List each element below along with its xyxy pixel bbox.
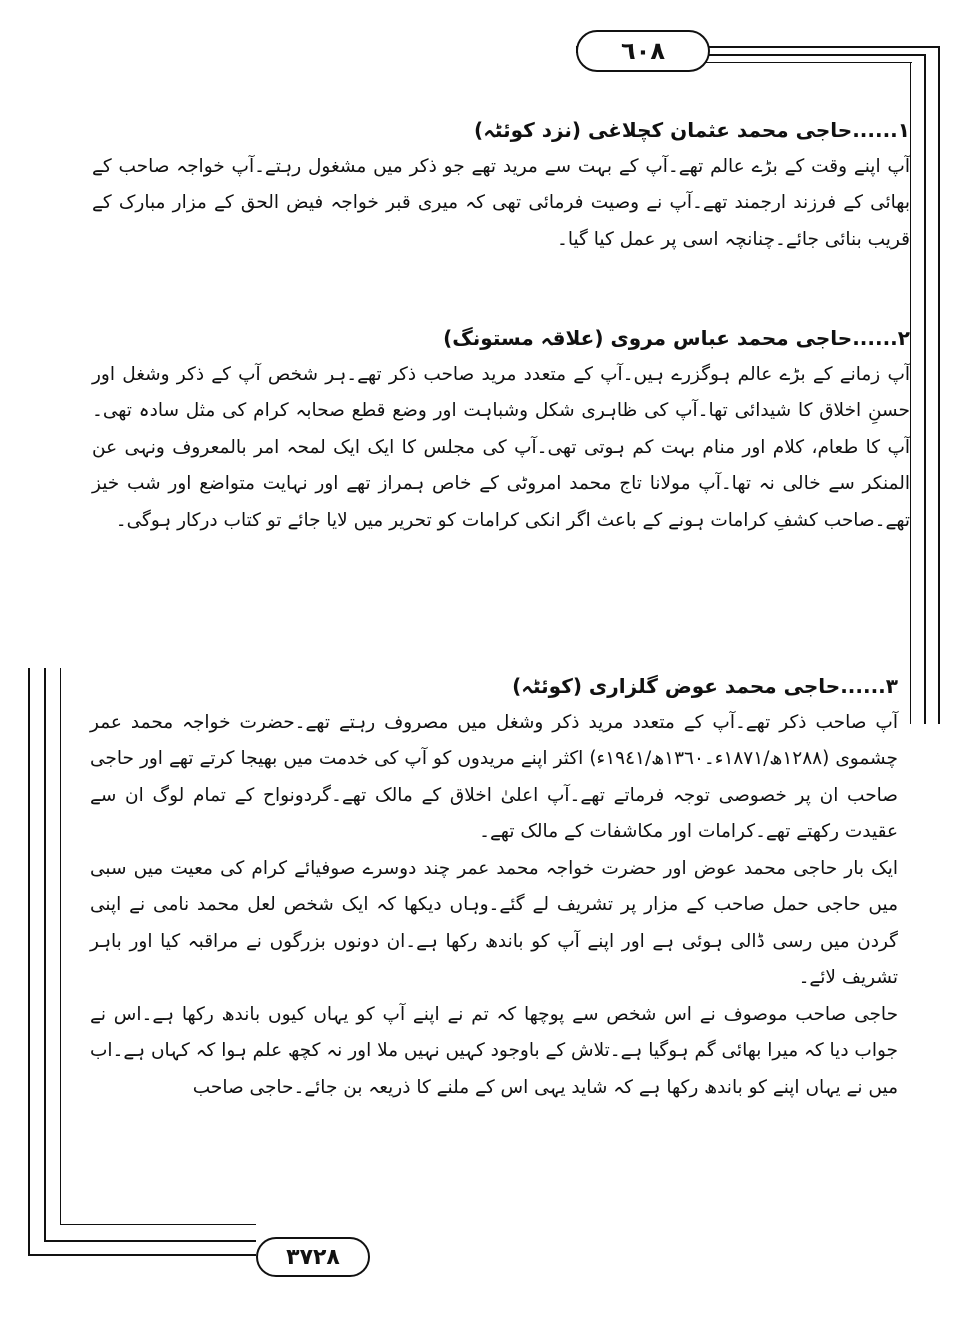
page-number: ٦٠٨ [576,30,710,72]
section-2-paragraph-1: آپ زمانے کے بڑے عالم ہوگزرے ہیں۔آپ کے متعدد مرید صاحب ذکر تھے۔ہر شخص آپ کے ذکر وشغل اور حسنِ اخلاق کا شیدائی تھا۔آپ کی ظاہری شکل وشباہت اور وضع قطع صحابہ کرام کی مثل سادہ تھی۔آپ کا طعام، کلام اور منام بہت کم ہوتی تھی۔آپ کی مجلس کا ایک ایک لمحہ امر بالمعروف ونہی عن المنکر سے خالی نہ تھا۔آپ مولانا تاج محمد امروٹی کے خاص ہمراز تھے اور نہایت متواضع اور شب خیز تھے۔صاحب کشفِ کرامات ہونے کے باعث اگر انکی کرامات کو تحریر میں لایا جائے تو کتاب درکار ہوگی۔ [92,363,910,531]
section-3-paragraph-1: آپ صاحب ذکر تھے۔آپ کے متعدد مرید ذکر وشغل میں مصروف رہتے تھے۔حضرت خواجہ محمد عمر چشموی (١٢٨٨ھ/١٨٧١ء۔١٣٦٠ھ/١٩٤١ء) اکثر اپنے مریدوں کو آپ کی خدمت میں بھیجا کرتے تھے اور حاجی صاحب ان پر خصوصی توجہ فرماتے تھے۔آپ اعلیٰ اخلاق کے مالک تھے۔گردونواح کے تمام لوگ ان سے عقیدت رکھتے تھے۔کرامات اور مکاشفات کے مالک تھے۔ [90,711,898,842]
section-3-paragraph-3: حاجی صاحب موصوف نے اس شخص سے پوچھا کہ تم نے اپنے آپ کو یہاں کیوں باندھ رکھا ہے۔اس نے جواب دیا کہ میرا بھائی گم ہوگیا ہے۔تلاش کے باوجود کہیں نہیں ملا اور نہ کچھ علم ہوا کہ کہاں ہے۔اب میں نے یہاں اپنے کو باندھ رکھا ہے کہ شاید یہی اس کے ملنے کا ذریعہ بن جائے۔حاجی صاحب [90,1003,898,1098]
right-frame-line-outer [938,46,940,724]
section-3 [90,668,898,1106]
right-frame-line-mid [924,54,926,724]
left-frame-line-mid [44,668,46,1240]
left-frame-line-inner [60,668,61,1224]
section-1 [92,112,910,258]
bottom-frame-line-outer [28,1254,256,1256]
section-2 [92,320,910,539]
bottom-frame-line-mid [44,1240,256,1242]
volume-page-number: ٣٧٢٨ [256,1237,370,1277]
left-frame-line-outer [28,668,30,1254]
bottom-frame-line-inner [60,1224,256,1225]
section-3-paragraph-2: ایک بار حاجی محمد عوض اور حضرت خواجہ محمد عمر چند دوسرے صوفیائے کرام کی معیت میں سبی میں حاجی حمل صاحب کے مزار پر تشریف لے گئے۔وہاں دیکھا کہ ایک شخص لعل محمد نامی نے اپنی گردن میں رسی ڈالی ہوئی ہے اور اپنے آپ کو باندھ رکھا ہے۔ان دونوں بزرگوں نے مراقبہ کیا اور باہر تشریف لائے۔ [90,857,898,988]
section-2-heading: ٢......حاجی محمد عباس مروی (علاقہ مستونگ) [443,326,910,350]
top-frame-line-inner [706,54,926,56]
right-frame-line-inner [910,62,911,724]
top-frame-line-inner-2 [706,62,912,63]
section-1-heading: ١......حاجی محمد عثمان کچلاغی (نزد کوئٹہ) [474,118,910,142]
section-3-heading: ٣......حاجی محمد عوض گلزاری (کوئٹہ) [512,674,898,698]
section-1-paragraph-1: آپ اپنے وقت کے بڑے عالم تھے۔آپ کے بہت سے مرید تھے جو ذکر میں مشغول رہتے۔آپ خواجہ صاحب کے بھائی کے فرزند ارجمند تھے۔آپ نے وصیت فرمائی تھی کہ میری قبر خواجہ فیض الحق کے مزار مبارک کے قریب بنائی جائے۔چنانچہ اسی پر عمل کیا گیا۔ [92,155,910,250]
